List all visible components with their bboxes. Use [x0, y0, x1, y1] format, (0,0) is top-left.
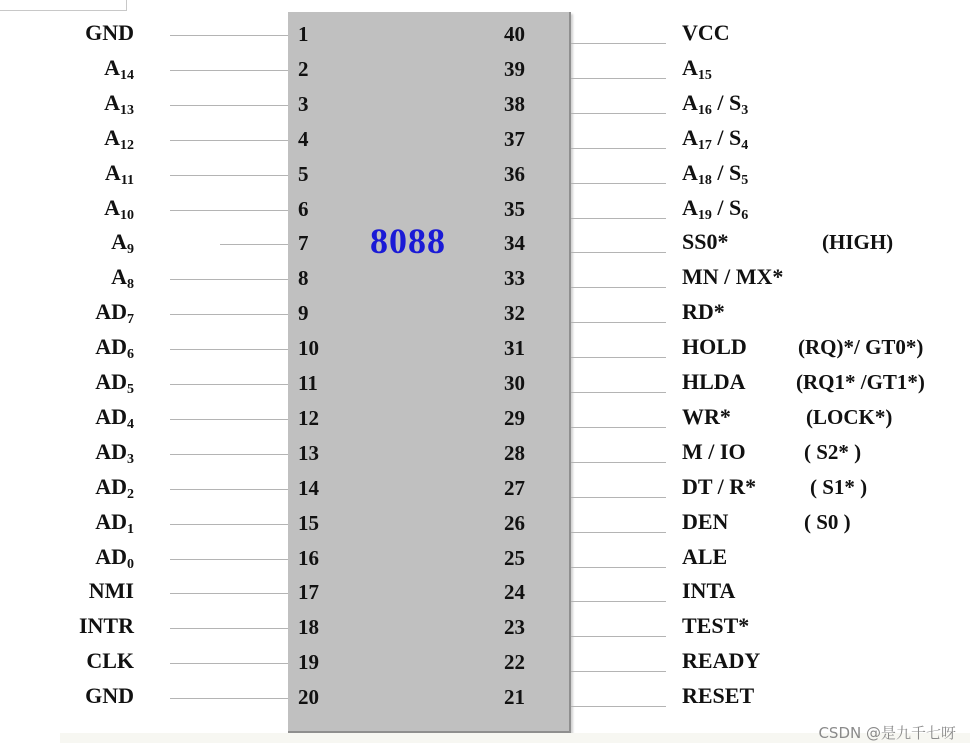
- pin-number: 18: [298, 615, 319, 640]
- pin-label: [0, 613, 134, 639]
- pin-alt-function: ( S1* ): [810, 474, 868, 499]
- pin-wire: [170, 279, 288, 280]
- pin-label: [0, 544, 134, 570]
- pin-wire: [571, 287, 666, 288]
- pin-label-text: ALE: [682, 543, 728, 569]
- pin-number: 39: [504, 56, 525, 81]
- pin-label-subscript: 18: [697, 172, 712, 188]
- pin-label: [0, 264, 134, 293]
- pin-label-text: A: [111, 229, 127, 255]
- pin-label: [0, 125, 134, 151]
- pin-number: 10: [298, 336, 319, 361]
- pin-wire: [571, 462, 666, 463]
- pin-number: 34: [504, 231, 525, 256]
- pin-label-subscript: 16: [697, 102, 712, 118]
- pin-number: 8: [298, 266, 309, 291]
- pin-label-text: DEN: [682, 508, 729, 534]
- pin-number: 24: [504, 580, 525, 605]
- pin-label-text: / S: [711, 124, 742, 150]
- pin-number: 26: [504, 510, 525, 535]
- pin-label-text: VCC: [682, 20, 730, 45]
- pin-label: [0, 648, 134, 674]
- pin-wire: [170, 663, 288, 664]
- pin-label-text: AD: [95, 299, 127, 325]
- pin-label-text: A: [682, 124, 698, 150]
- pin-number: 35: [504, 196, 525, 221]
- pin-wire: [170, 349, 288, 350]
- chip-body: [288, 12, 571, 733]
- pin-label-subscript: 3: [127, 451, 134, 467]
- pin-label-text: READY: [682, 648, 761, 674]
- pin-wire: [170, 210, 288, 211]
- pin-label-text: AD: [95, 473, 127, 499]
- pin-wire: [170, 175, 288, 176]
- pin-number: 1: [298, 22, 309, 46]
- pin-label-subscript: 15: [697, 67, 712, 83]
- pin-number: 31: [504, 336, 525, 361]
- pin-label: [0, 229, 134, 258]
- pin-label-subscript: 11: [120, 172, 134, 188]
- pin-wire: [170, 105, 288, 106]
- pin-label-text: NMI: [88, 578, 134, 604]
- pin-wire: [571, 183, 666, 184]
- pin-label-text: HOLD: [682, 334, 747, 360]
- pin-wire: [571, 427, 666, 428]
- pin-label-text: AD: [95, 508, 127, 534]
- pin-wire: [571, 78, 666, 79]
- pin-wire: [170, 489, 288, 490]
- pin-wire: [170, 140, 288, 141]
- pin-number: 36: [504, 161, 525, 186]
- pin-label-subscript: 17: [697, 137, 712, 153]
- corner-mark: [0, 0, 127, 11]
- pin-number: 22: [504, 650, 525, 675]
- pin-label-text: A: [682, 194, 698, 220]
- pin-label-text: RD*: [682, 299, 725, 325]
- pin-number: 15: [298, 510, 319, 535]
- pin-wire: [571, 148, 666, 149]
- pin-wire: [571, 357, 666, 358]
- pin-label: [682, 369, 746, 395]
- pin-label: [682, 55, 712, 81]
- pin-alt-function: (LOCK*): [806, 404, 893, 429]
- pin-label: [0, 439, 134, 465]
- pin-label: [0, 20, 134, 46]
- pin-label-subscript: 5: [127, 382, 134, 397]
- pin-wire: [170, 698, 288, 699]
- pin-label-text: A: [111, 264, 127, 290]
- pin-number: 9: [298, 301, 309, 326]
- pin-label-subscript: 12: [120, 137, 134, 153]
- pin-label: [682, 20, 730, 46]
- pin-wire: [170, 314, 288, 315]
- pin-label: [682, 299, 725, 325]
- pin-number: 30: [504, 371, 525, 395]
- pin-label-subscript: 6: [127, 347, 134, 363]
- chip-name: 8088: [370, 221, 446, 261]
- pin-label: [0, 334, 134, 363]
- pin-label-text: A: [104, 89, 120, 115]
- pin-number: 17: [298, 580, 319, 605]
- pin-wire: [571, 113, 666, 114]
- pin-alt-function: (HIGH): [822, 230, 894, 255]
- pin-alt-function: ( S0 ): [804, 509, 851, 534]
- pin-number: 16: [298, 545, 319, 570]
- pin-label-text: HLDA: [682, 369, 746, 394]
- pin-number: 29: [504, 405, 525, 430]
- pin-label-text: A: [104, 54, 120, 80]
- pin-wire: [571, 322, 666, 323]
- pin-wire: [220, 244, 288, 245]
- pin-number: 4: [298, 126, 309, 151]
- pin-label-text: INTR: [78, 613, 134, 639]
- pin-label-subscript: 19: [697, 207, 712, 223]
- pin-label: [682, 578, 735, 604]
- pin-number: 6: [298, 196, 309, 221]
- pin-wire: [571, 252, 666, 253]
- pin-label-subscript: 5: [741, 172, 749, 188]
- pin-number: 23: [504, 615, 525, 640]
- pin-number: 20: [298, 685, 319, 710]
- pin-label: [682, 648, 760, 674]
- pin-wire: [571, 497, 666, 498]
- watermark: CSDN @是九千七呀: [818, 724, 956, 742]
- pin-number: 32: [504, 301, 525, 326]
- pin-label-text: M / IO: [682, 438, 746, 464]
- pin-number: 13: [298, 440, 319, 465]
- pin-label-text: / S: [711, 159, 742, 185]
- pin-wire: [571, 567, 666, 568]
- pin-label-text: A: [682, 89, 698, 115]
- pin-wire: [571, 532, 666, 533]
- pin-label: [0, 55, 134, 81]
- pin-label: [682, 160, 748, 186]
- pin-label-subscript: 1: [127, 521, 134, 537]
- pin-label: [682, 90, 748, 116]
- pin-label: [682, 229, 728, 255]
- pin-number: 33: [504, 266, 525, 291]
- pin-label-text: A: [104, 159, 121, 185]
- pin-label-text: MN / MX*: [682, 264, 784, 290]
- pin-wire: [571, 601, 666, 602]
- pin-label-subscript: 2: [127, 486, 134, 502]
- pin-label-subscript: 4: [127, 416, 134, 432]
- pin-wire: [170, 628, 288, 629]
- pin-number: 37: [504, 126, 525, 151]
- pin-label-text: TEST*: [682, 613, 750, 639]
- pin-label-text: DT / R*: [682, 473, 757, 499]
- pin-wire: [170, 593, 288, 594]
- pin-label: [0, 578, 134, 604]
- pin-wire: [170, 524, 288, 525]
- pin-label-subscript: 0: [127, 556, 134, 572]
- pin-number: 28: [504, 440, 525, 465]
- pin-label-text: GND: [85, 683, 134, 709]
- pin-number: 3: [298, 91, 309, 116]
- pin-label: [682, 613, 749, 639]
- pin-label-text: SS0*: [682, 229, 729, 255]
- pin-wire: [571, 218, 666, 219]
- pin-wire: [571, 636, 666, 637]
- pin-label-text: A: [104, 124, 120, 150]
- pin-label-subscript: 7: [127, 312, 134, 328]
- pin-wire: [170, 70, 288, 71]
- pin-number: 19: [298, 650, 319, 675]
- pin-label-subscript: 13: [120, 102, 134, 118]
- pin-wire: [170, 384, 288, 385]
- pin-wire: [170, 35, 288, 36]
- pin-wire: [170, 419, 288, 420]
- pin-number: 7: [298, 231, 309, 256]
- pin-label: [0, 90, 134, 116]
- pin-label-text: AD: [95, 403, 127, 429]
- pin-alt-function: ( S2* ): [804, 439, 862, 464]
- pin-alt-function: (RQ1* /GT1*): [796, 370, 925, 394]
- pin-label: [682, 125, 748, 151]
- pin-label: [0, 509, 134, 535]
- pin-label: [682, 474, 756, 500]
- pin-label: [682, 683, 754, 709]
- pin-label: [682, 334, 747, 360]
- pin-label-text: A: [104, 194, 120, 220]
- pin-label-subscript: 3: [741, 102, 749, 118]
- pin-label: [0, 299, 134, 328]
- pin-label: [682, 439, 746, 465]
- pin-wire: [170, 559, 288, 560]
- pin-label-text: / S: [711, 194, 742, 220]
- pin-label: [682, 544, 727, 570]
- pin-label: [682, 264, 783, 290]
- pin-label-subscript: 8: [127, 277, 134, 293]
- pin-label-text: AD: [95, 369, 127, 394]
- pin-alt-function: (RQ)*/ GT0*): [798, 335, 924, 360]
- pin-label: [0, 474, 134, 500]
- pin-label: [0, 683, 134, 709]
- pin-wire: [571, 671, 666, 672]
- pin-number: 11: [298, 371, 318, 395]
- pin-label-text: / S: [711, 89, 742, 115]
- pin-label-text: A: [682, 54, 698, 80]
- pin-label-text: AD: [95, 543, 127, 569]
- pin-number: 21: [504, 685, 525, 710]
- pin-label-text: AD: [95, 438, 127, 464]
- pin-number: 14: [298, 475, 319, 500]
- pin-number: 40: [504, 22, 525, 46]
- pin-label: [682, 195, 748, 221]
- pin-number: 12: [298, 405, 319, 430]
- pin-number: 5: [298, 161, 309, 186]
- pin-label: [0, 195, 134, 221]
- pin-label-subscript: 14: [120, 67, 134, 83]
- pin-label-text: CLK: [86, 648, 134, 674]
- pin-label: [0, 404, 134, 430]
- pin-wire: [571, 706, 666, 707]
- pin-label: [682, 509, 728, 535]
- pin-label-text: INTA: [682, 578, 736, 604]
- pin-label-text: RESET: [682, 683, 755, 709]
- pin-label-text: AD: [95, 334, 127, 360]
- pin-label: [0, 160, 134, 186]
- pin-label-subscript: 6: [741, 207, 749, 223]
- pin-label: [682, 404, 731, 430]
- pin-number: 27: [504, 475, 525, 500]
- pin-wire: [170, 454, 288, 455]
- pin-number: 38: [504, 91, 525, 116]
- pin-label-text: GND: [85, 20, 134, 45]
- pin-number: 25: [504, 545, 525, 570]
- pin-wire: [571, 43, 666, 44]
- pin-label-text: WR*: [682, 403, 731, 429]
- pin-label: [0, 369, 134, 395]
- pin-label-subscript: 9: [127, 242, 134, 258]
- pin-label-subscript: 10: [120, 207, 134, 223]
- pin-number: 2: [298, 56, 309, 81]
- pin-wire: [571, 392, 666, 393]
- pin-label-text: A: [682, 159, 698, 185]
- pin-label-subscript: 4: [741, 137, 749, 153]
